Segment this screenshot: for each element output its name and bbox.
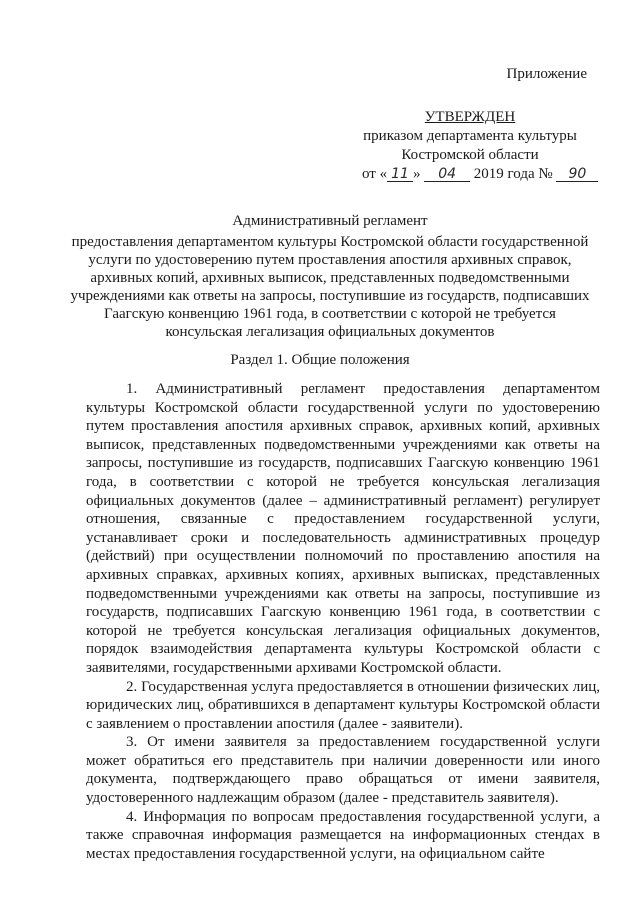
date-prefix: от « <box>362 166 388 182</box>
title-text: предоставления департаментом культуры Костромской области государственной услуги по удостоверению путем проставления апостиля архивных справок, архивных копий, архивных выписок, представленных подведомственными учреждениями как ответы на запросы, поступившие из государств, подписавших Гаагскую конвенцию 1961 года, в соответствии с которой не требуется консульская легализация официальных документов <box>70 234 590 340</box>
section-body <box>86 380 600 863</box>
handwritten-day: 11 <box>387 167 413 182</box>
title-first-line: Административный регламент <box>232 213 428 229</box>
date-year-text: 2019 года № <box>473 166 553 182</box>
paragraph-2: 2. Государственная услуга предоставляется в отношении физических лиц, юридических лиц, обратившихся в департамент культуры Костромской области с заявлением о проставлении апостиля (далее - заявители). <box>86 678 600 732</box>
approval-date-line <box>340 165 600 184</box>
approval-line-order: приказом департамента культуры <box>363 128 577 144</box>
handwritten-month: 04 <box>424 167 470 182</box>
date-separator: » <box>412 166 421 182</box>
approved-heading: УТВЕРЖДЕН <box>424 109 516 125</box>
approval-line-region: Костромской области <box>401 147 539 163</box>
handwritten-order-number: 90 <box>556 167 598 182</box>
approval-block <box>340 108 600 184</box>
document-title <box>70 212 590 341</box>
paragraph-1: 1. Административный регламент предоставления департаментом культуры Костромской области государственной услуги по удостоверению путем проставления апостиля архивных справок, архивных копий, архивных выписок, представленных подведомственными учреждениями как ответы на запросы, поступившие из государств, подписавших Гаагскую конвенцию 1961 года, в соответствии с которой не требуется консульская легализация официальных документов (далее – административный регламент) регулирует отношения, связанные с предоставлением государственной услуги, устанавливает сроки и последовательность административных процедур (действий) при осуществлении полномочий по проставлению апостиля на архивных справках, архивных копиях, архивных выписках, представленных подведомственными учреждениями как ответы на запросы, поступившие из государств, подписавших Гаагскую конвенцию 1961 года, в соответствии с которой не требуется консульская легализация официальных документов, порядок взаимодействия департамента культуры Костромской области с заявителями, государственными архивами Костромской области. <box>86 381 600 676</box>
section-heading: Раздел 1. Общие положения <box>230 352 410 368</box>
appendix-label: Приложение <box>506 66 587 82</box>
paragraph-3: 3. От имени заявителя за предоставлением государственной услуги может обратиться его представитель при наличии доверенности или иного документа, подтверждающего право обращаться от имени заявителя, удостоверенного надлежащим образом (далее - представитель заявителя). <box>86 734 600 807</box>
paragraph-4: 4. Информация по вопросам предоставления государственной услуги, а также справочная информация размещается на информационных стендах в местах предоставления государственной услуги, на официальном сайте <box>86 808 600 862</box>
